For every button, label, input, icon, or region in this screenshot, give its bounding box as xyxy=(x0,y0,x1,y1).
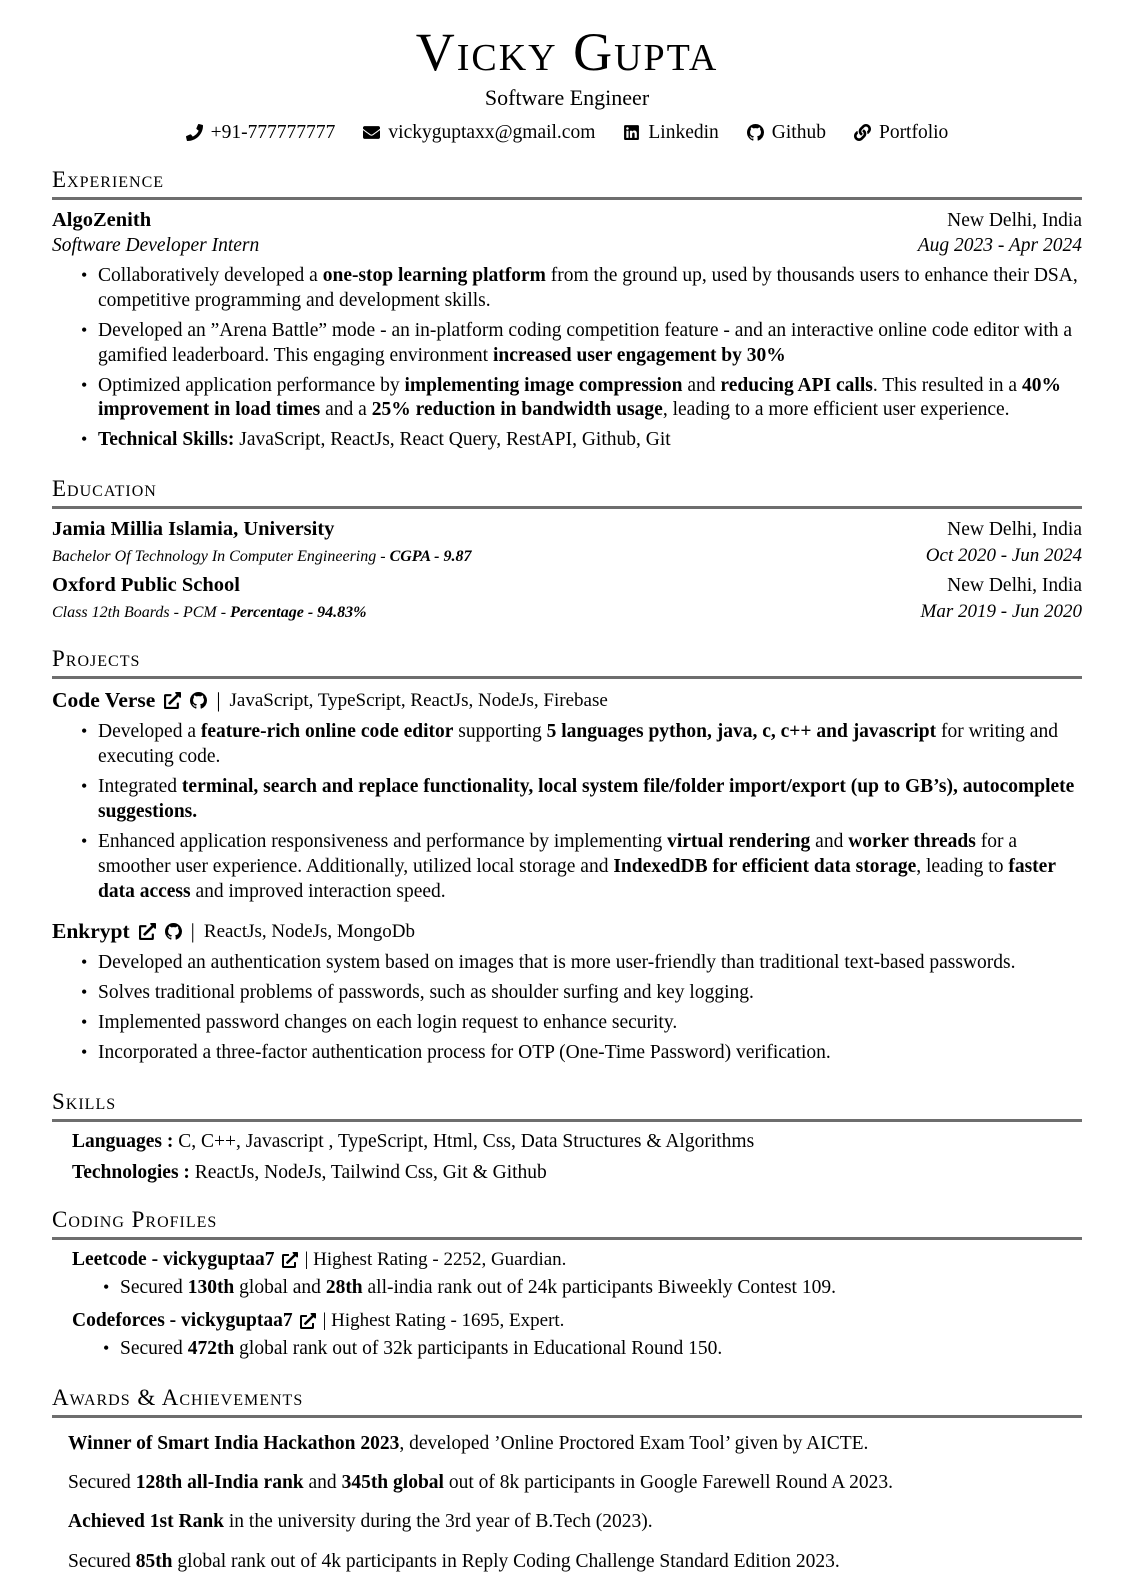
linkedin-label: Linkedin xyxy=(648,121,719,143)
bullet-item: • Solves traditional problems of passwords, such as shoulder surfing and key logging. xyxy=(98,981,1082,1006)
profile-bullets xyxy=(52,1276,1082,1301)
section-title-skills: Skills xyxy=(52,1089,1082,1122)
person-title: Software Engineer xyxy=(484,84,650,110)
section-awards xyxy=(52,1385,1082,1575)
school-location: New Delhi, India xyxy=(947,575,1082,597)
external-link-icon[interactable] xyxy=(164,692,181,709)
bullet-item: • Enhanced application responsiveness and performance by implementing virtual rendering and worker threads for a smoother user experience. Additionally, utilized local storage and IndexedDB for efficient data storage, leading to faster data access and improved interaction speed. xyxy=(98,830,1082,905)
section-skills xyxy=(52,1089,1082,1184)
experience-company-row xyxy=(52,209,1082,232)
external-link-icon[interactable] xyxy=(282,1252,298,1268)
company-name: AlgoZenith xyxy=(52,208,152,231)
person-name: Vicky Gupta xyxy=(415,22,719,82)
profile-title-row xyxy=(52,1310,1082,1332)
role-title: Software Developer Intern xyxy=(52,234,260,256)
profile-rating: | Highest Rating - 2252, Guardian. xyxy=(304,1248,567,1270)
profile-title-row xyxy=(52,1249,1082,1271)
project-bullets xyxy=(52,720,1082,905)
bullet-item: • Secured 130th global and 28th all-india rank out of 24k participants Biweekly Contest 109. xyxy=(120,1276,1082,1301)
profile-rating: | Highest Rating - 1695, Expert. xyxy=(322,1309,565,1331)
email-label: vickyguptaxx@gmail.com xyxy=(388,121,596,143)
education-entry xyxy=(52,574,1082,623)
separator: | xyxy=(190,919,195,944)
email-contact[interactable] xyxy=(363,122,595,144)
portfolio-link[interactable] xyxy=(854,122,948,144)
separator: | xyxy=(216,688,221,713)
phone-label: +91-777777777 xyxy=(210,121,336,143)
linkedin-icon xyxy=(623,124,640,141)
link-icon xyxy=(854,124,871,141)
profile-bullets xyxy=(52,1337,1082,1362)
bullet-item: • Developed an ”Arena Battle” mode - an in-platform coding competition feature - and an interactive online code editor with a gamified leaderboard. This engaging environment increased user engagement by 30% xyxy=(98,319,1082,369)
bullet-item: • Developed an authentication system based on images that is more user-friendly than traditional text-based passwords. xyxy=(98,951,1082,976)
section-coding-profiles xyxy=(52,1207,1082,1362)
school-name: Oxford Public School xyxy=(52,574,240,597)
bullet-item: • Optimized application performance by implementing image compression and reducing API calls. This resulted in a 40% improvement in load times and a 25% reduction in bandwidth usage, leading to a more efficient user experience. xyxy=(98,374,1082,424)
award-line: Secured 128th all-India rank and 345th global out of 8k participants in Google Farewell Round A 2023. xyxy=(68,1472,893,1494)
project-title-row xyxy=(52,919,1082,944)
github-icon xyxy=(747,124,764,141)
company-location: New Delhi, India xyxy=(947,209,1082,231)
github-icon[interactable] xyxy=(165,923,182,940)
project-tech-stack: ReactJs, NodeJs, MongoDb xyxy=(203,920,415,942)
project-title-row xyxy=(52,688,1082,713)
phone-icon xyxy=(186,124,203,141)
profile-codeforces xyxy=(52,1310,1082,1362)
experience-bullets xyxy=(52,264,1082,454)
role-dates: Aug 2023 - Apr 2024 xyxy=(917,234,1082,256)
experience-role-row xyxy=(52,235,1082,257)
award-line: Secured 85th global rank out of 4k participants in Reply Coding Challenge Standard Edition 2023. xyxy=(68,1550,840,1572)
project-enkrypt xyxy=(52,919,1082,1066)
bullet-item: • Developed a feature-rich online code editor supporting 5 languages python, java, c, c++ and javascript for writing and executing code. xyxy=(98,720,1082,770)
degree-detail: Bachelor Of Technology In Computer Engineering - CGPA - 9.87 xyxy=(52,548,472,566)
linkedin-link[interactable] xyxy=(623,122,718,144)
github-link[interactable] xyxy=(747,122,826,144)
portfolio-label: Portfolio xyxy=(878,121,949,143)
education-entry xyxy=(52,518,1082,567)
project-codeverse xyxy=(52,688,1082,905)
education-detail-row xyxy=(52,545,1082,567)
project-tech-stack: JavaScript, TypeScript, ReactJs, NodeJs, Firebase xyxy=(229,689,608,711)
section-projects xyxy=(52,646,1082,1065)
education-dates: Mar 2019 - Jun 2020 xyxy=(920,601,1082,623)
bullet-item: • Collaboratively developed a one-stop learning platform from the ground up, used by thousands users to enhance their DSA, competitive programming and development skills. xyxy=(98,264,1082,314)
bullet-item: • Implemented password changes on each login request to enhance security. xyxy=(98,1011,1082,1036)
external-link-icon[interactable] xyxy=(300,1313,316,1329)
profile-leetcode xyxy=(52,1249,1082,1301)
education-school-row xyxy=(52,574,1082,597)
section-title-awards: Awards & Achievements xyxy=(52,1385,1082,1418)
bullet-item: • Technical Skills: JavaScript, ReactJs, React Query, RestAPI, Github, Git xyxy=(98,428,1082,453)
section-title-projects: Projects xyxy=(52,646,1082,679)
bullet-item: • Incorporated a three-factor authentication process for OTP (One-Time Password) verification. xyxy=(98,1041,1082,1066)
project-name: Enkrypt xyxy=(52,919,130,944)
profile-handle[interactable]: Leetcode - vickyguptaa7 xyxy=(72,1248,275,1270)
section-title-education: Education xyxy=(52,476,1082,509)
phone-contact[interactable] xyxy=(186,122,336,144)
bullet-item: • Secured 472th global rank out of 32k participants in Educational Round 150. xyxy=(120,1337,1082,1362)
section-title-coding-profiles: Coding Profiles xyxy=(52,1207,1082,1240)
school-name: Jamia Millia Islamia, University xyxy=(52,518,335,541)
project-name: Code Verse xyxy=(52,688,156,713)
github-label: Github xyxy=(771,121,826,143)
skills-technologies: Technologies : ReactJs, NodeJs, Tailwind Css, Git & Github xyxy=(72,1161,547,1183)
profile-handle[interactable]: Codeforces - vickyguptaa7 xyxy=(72,1309,293,1331)
section-experience xyxy=(52,167,1082,454)
award-line: Winner of Smart India Hackathon 2023, developed ’Online Proctored Exam Tool’ given by AICTE. xyxy=(68,1432,869,1454)
section-title-experience: Experience xyxy=(52,167,1082,200)
degree-detail: Class 12th Boards - PCM - Percentage - 94.83% xyxy=(52,604,367,622)
education-detail-row xyxy=(52,601,1082,623)
header xyxy=(52,24,1082,144)
section-education xyxy=(52,476,1082,623)
school-location: New Delhi, India xyxy=(947,519,1082,541)
education-school-row xyxy=(52,518,1082,541)
contact-row xyxy=(52,122,1082,144)
bullet-item: • Integrated terminal, search and replace functionality, local system file/folder import/export (up to GB’s), autocomplete suggestions. xyxy=(98,775,1082,825)
project-bullets xyxy=(52,951,1082,1066)
github-icon[interactable] xyxy=(190,692,207,709)
skills-languages: Languages : C, C++, Javascript , TypeScript, Html, Css, Data Structures & Algorithms xyxy=(72,1130,755,1152)
award-line: Achieved 1st Rank in the university during the 3rd year of B.Tech (2023). xyxy=(68,1511,653,1533)
education-dates: Oct 2020 - Jun 2024 xyxy=(925,545,1082,567)
email-icon xyxy=(363,124,380,141)
external-link-icon[interactable] xyxy=(139,923,156,940)
